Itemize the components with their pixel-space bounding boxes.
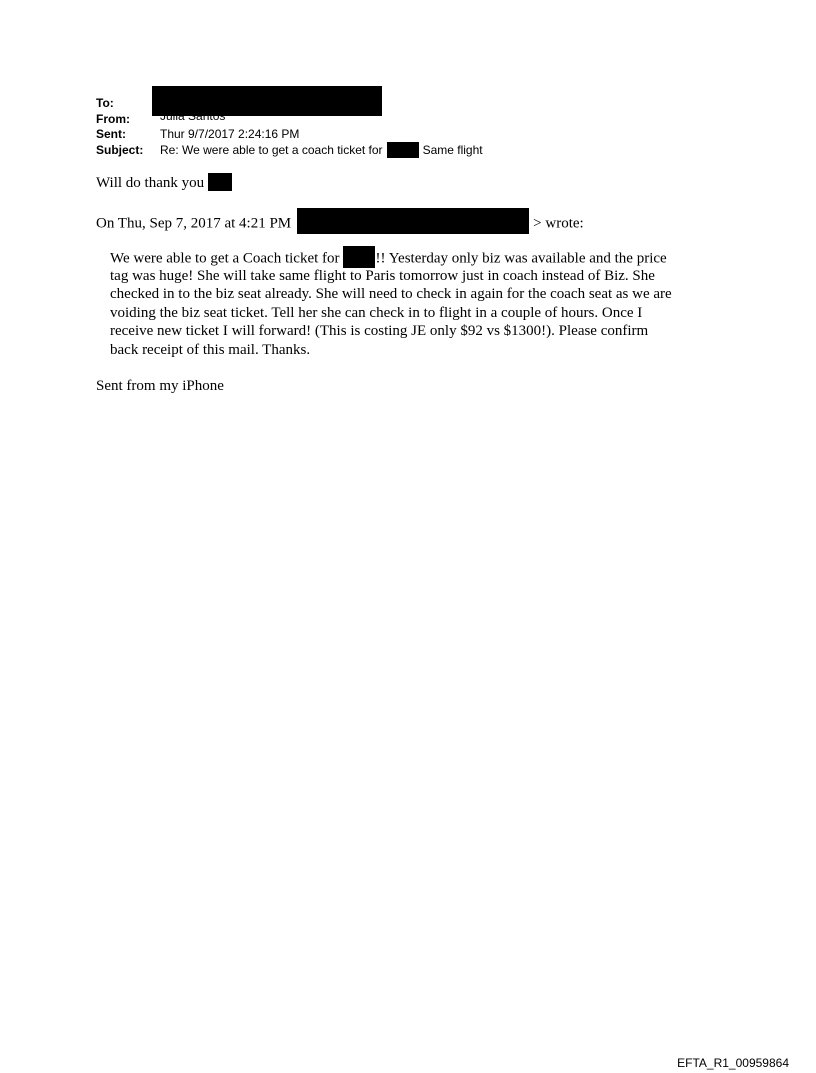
redaction-block-name	[343, 246, 375, 268]
quote-line: checked in to the biz seat already. She will need to check in again for the coach seat as we are	[110, 286, 672, 302]
quote-intro-line	[96, 211, 584, 237]
from-label: From:	[96, 111, 130, 126]
reply-text: Will do thank you	[96, 175, 205, 191]
redaction-block-subject	[387, 142, 419, 158]
redaction-block-sender	[297, 208, 529, 234]
to-label: To:	[96, 96, 114, 110]
subject-suffix: Same flight	[422, 142, 483, 157]
subject-label: Subject:	[96, 142, 144, 157]
sent-label: Sent:	[96, 127, 126, 141]
from-value: Julia Santos	[160, 108, 226, 123]
quote-line: back receipt of this mail. Thanks.	[110, 341, 311, 358]
sent-row	[96, 127, 483, 143]
quote-line1-suffix: !! Yesterday only biz was available and the price	[375, 250, 667, 267]
reply-line	[96, 174, 232, 193]
from-row	[96, 108, 483, 128]
redaction-block-reply	[208, 173, 232, 191]
quote-line1-prefix: We were able to get a Coach ticket for	[110, 250, 340, 267]
quote-intro-suffix: > wrote:	[533, 215, 584, 232]
subject-prefix: Re: We were able to get a coach ticket for	[160, 142, 383, 157]
document-id: EFTA_R1_00959864	[677, 1056, 789, 1070]
quote-line	[110, 248, 730, 267]
subject-row	[96, 143, 483, 159]
email-header	[96, 96, 483, 158]
quote-intro-prefix: On Thu, Sep 7, 2017 at 4:21 PM	[96, 215, 292, 232]
quote-line: voiding the biz seat ticket. Tell her she can check in to flight in a couple of hours. Once I	[110, 304, 643, 321]
quote-line: tag was huge! She will take same flight to Paris tomorrow just in coach instead of Biz. She	[110, 267, 655, 284]
sent-value: Thur 9/7/2017 2:24:16 PM	[160, 127, 300, 141]
quoted-message	[110, 248, 730, 359]
quote-line: receive new ticket I will forward! (This is costing JE only $92 vs $1300!). Please confirm	[110, 323, 649, 339]
signature-line: Sent from my iPhone	[96, 378, 224, 394]
to-row	[96, 96, 483, 112]
